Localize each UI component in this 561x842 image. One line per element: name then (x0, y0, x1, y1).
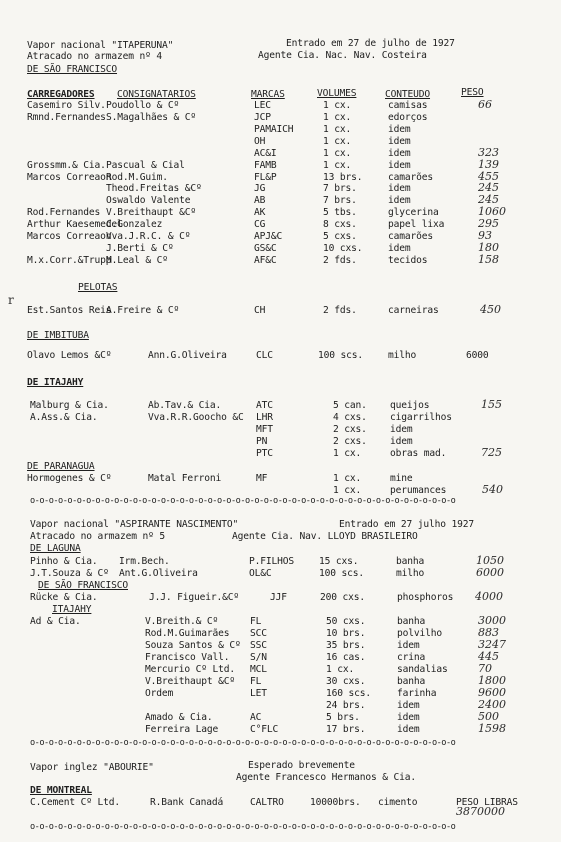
contents-cell: mine (390, 473, 413, 484)
separator-line-bottom: o-o-o-o-o-o-o-o-o-o-o-o-o-o-o-o-o-o-o-o-o-o-o-o-o-o-o-o-o-o-o-o-o-o-o-o-o-o-o-o-o-o-o-o-o-o (30, 822, 456, 832)
consignee-cell: M.Leal & Cº (106, 255, 168, 266)
contents-cell: cigarrilhos (390, 412, 452, 423)
volumes-cell: 7 brs. (323, 183, 357, 194)
volumes-cell: 5 cxs. (323, 231, 357, 242)
weight-cell: 1800 (478, 674, 506, 687)
mark-cell: CLC (256, 350, 273, 361)
contents-cell: camarões (388, 231, 434, 242)
contents-cell: idem (388, 243, 411, 254)
consignee-cell: Vva.R.R.Goocho &C (148, 412, 244, 423)
consignee-cell: J.J. Figueir.&Cº (149, 592, 240, 603)
consignee-cell: V.Breith.& Cº (145, 616, 219, 627)
shipper-cell: Marcos Correaon (27, 231, 112, 242)
contents-cell: camarões (388, 172, 434, 183)
volumes-cell: 17 brs. (326, 724, 366, 735)
shipper-cell: A.Ass.& Cia. (30, 412, 98, 423)
vessel-name: Vapor nacional "ITAPERUNA" (27, 40, 174, 51)
column-header-weight: PESO (461, 87, 484, 98)
consignee-cell: Ab.Tav.& Cia. (148, 400, 222, 411)
mark-cell: FL (250, 676, 262, 687)
contents-cell: banha (396, 556, 425, 567)
volumes-cell: 100 scs. (318, 350, 364, 361)
mark-cell: APJ&C (254, 231, 283, 242)
origin-port: DE SÃO FRANCISCO (27, 64, 118, 75)
consignee-cell: R.Bank Canadá (150, 797, 224, 808)
consignee-cell: V.Breithaupt &Cº (145, 676, 236, 687)
vessel-name: Vapor nacional "ASPIRANTE NASCIMENTO" (30, 519, 239, 530)
column-header-consignees: CONSIGNATARIOS (117, 89, 196, 100)
volumes-cell: 160 scs. (326, 688, 372, 699)
volumes-cell: 4 cxs. (333, 412, 367, 423)
weight-cell: 450 (480, 303, 501, 316)
contents-cell: farinha (397, 688, 437, 699)
consignee-cell: Rod.M.Guimarães (145, 628, 230, 639)
contents-cell: idem (390, 436, 413, 447)
consignee-cell: Amado & Cia. (145, 712, 213, 723)
vessel-name: Vapor inglez "ABOURIE" (30, 762, 154, 773)
shipper-cell: C.Cement Cº Ltd. (30, 797, 121, 808)
volumes-cell: 10 brs. (326, 628, 366, 639)
volumes-cell: 1 cx. (323, 160, 352, 171)
weight-cell: 323 (478, 146, 499, 159)
mark-cell: OH (254, 136, 266, 147)
weight-cell: 455 (478, 170, 499, 183)
volumes-cell: 1 cx. (323, 124, 352, 135)
mark-cell: MF (256, 473, 268, 484)
contents-cell: milho (396, 568, 425, 579)
consignee-cell: Francisco Vall. (145, 652, 230, 663)
contents-cell: sandalias (397, 664, 448, 675)
weight-cell: 1050 (476, 554, 504, 567)
volumes-cell: 2 cxs. (333, 436, 367, 447)
volumes-cell: 2 fds. (323, 255, 357, 266)
shipper-cell: Hormogenes & Cº (27, 473, 112, 484)
contents-cell: milho (388, 350, 417, 361)
mark-cell: S/N (250, 652, 267, 663)
contents-cell: papel lixa (388, 219, 445, 230)
mark-cell: FL (250, 616, 262, 627)
consignee-cell: Ferreira Lage (145, 724, 219, 735)
weight-cell: 245 (478, 193, 499, 206)
mark-cell: MFT (256, 424, 273, 435)
weight-cell: 1598 (478, 722, 506, 735)
volumes-cell: 1 cx. (323, 100, 352, 111)
handwritten-weight-total: 3870000 (456, 805, 505, 818)
contents-cell: tecidos (388, 255, 428, 266)
volumes-cell: 1 cx. (333, 485, 362, 496)
shipper-cell: Rücke & Cia. (30, 592, 98, 603)
volumes-cell: 24 brs. (326, 700, 366, 711)
mark-cell: AF&C (254, 255, 277, 266)
consignee-cell: Vva.J.R.C. & Cº (106, 231, 191, 242)
contents-cell: perumances (390, 485, 447, 496)
weight-cell: 139 (478, 158, 499, 171)
contents-cell: idem (388, 148, 411, 159)
contents-cell: cimento (378, 797, 418, 808)
consignee-cell: Ordem (145, 688, 174, 699)
mark-cell: CH (254, 305, 266, 316)
shipper-cell: Malburg & Cia. (30, 400, 109, 411)
section-label-itajahy-2: ITAJAHY (52, 604, 92, 615)
contents-cell: queijos (390, 400, 430, 411)
weight-cell: 6000 (466, 350, 489, 361)
contents-cell: phosphoros (397, 592, 454, 603)
mark-cell: OL&C (249, 568, 272, 579)
weight-cell: 540 (482, 483, 503, 496)
separator-line: o-o-o-o-o-o-o-o-o-o-o-o-o-o-o-o-o-o-o-o-o-o-o-o-o-o-o-o-o-o-o-o-o-o-o-o-o-o-o-o-o-o-o-o-o-o (30, 496, 456, 506)
section-label-sao-francisco: DE SÃO FRANCISCO (38, 580, 129, 591)
arrival-date: Entrado em 27 de julho de 1927 (286, 38, 455, 49)
volumes-cell: 100 scs. (319, 568, 365, 579)
consignee-cell: Theod.Freitas &Cº (106, 183, 202, 194)
weight-cell: 3247 (478, 638, 506, 651)
mark-cell: P.FILHOS (249, 556, 295, 567)
contents-cell: idem (397, 712, 420, 723)
mark-cell: LEC (254, 100, 271, 111)
mark-cell: AK (254, 207, 266, 218)
weight-cell: 155 (481, 398, 502, 411)
volumes-cell: 13 brs. (323, 172, 363, 183)
volumes-cell: 5 tbs. (323, 207, 357, 218)
shipper-cell: Olavo Lemos &Cº (27, 350, 112, 361)
consignee-cell: Pascual & Cial (106, 160, 185, 171)
shipper-cell: Marcos Correaon (27, 172, 112, 183)
section-label-imbituba: DE IMBITUBA (27, 330, 89, 341)
consignee-cell: Irm.Bech. (119, 556, 170, 567)
berth-info: Atracado no armazem nº 4 (27, 51, 163, 62)
consignee-cell: S.Magalhães & Cº (106, 112, 197, 123)
agent-info: Agente Cia. Nac. Nav. Costeira (258, 50, 427, 61)
mark-cell: PAMAICH (254, 124, 294, 135)
mark-cell: ATC (256, 400, 273, 411)
weight-cell: 180 (478, 241, 499, 254)
weight-cell: 295 (478, 217, 499, 230)
consignee-cell: Souza Santos & Cº (145, 640, 241, 651)
weight-header: PESO LIBRAS (456, 797, 518, 808)
section-label-itajahy: DE ITAJAHY (27, 377, 84, 388)
contents-cell: banha (397, 676, 426, 687)
contents-cell: idem (397, 640, 420, 651)
contents-cell: idem (397, 700, 420, 711)
shipper-cell: Casemiro Silv. (27, 100, 106, 111)
volumes-cell: 5 can. (333, 400, 367, 411)
contents-cell: camisas (388, 100, 428, 111)
shipper-cell: Rmnd.Fernandes (27, 112, 106, 123)
berth-info: Atracado no armazem nº 5 (30, 531, 166, 542)
consignee-cell: A.Freire & Cº (106, 305, 180, 316)
weight-cell: 883 (478, 626, 499, 639)
shipper-cell: Arthur Kaesemedel (27, 219, 123, 230)
volumes-cell: 2 cxs. (333, 424, 367, 435)
weight-cell: 70 (478, 662, 492, 675)
section-label-pelotas: PELOTAS (78, 282, 118, 293)
volumes-cell: 15 cxs. (319, 556, 359, 567)
shipper-cell: J.T.Souza & Cº (30, 568, 109, 579)
weight-cell: 445 (478, 650, 499, 663)
volumes-cell: 10000brs. (310, 797, 361, 808)
mark-cell: FAMB (254, 160, 277, 171)
contents-cell: idem (388, 160, 411, 171)
contents-cell: idem (388, 124, 411, 135)
shipper-cell: M.x.Corr.&Trupp (27, 255, 112, 266)
mark-cell: MCL (250, 664, 267, 675)
separator-line: o-o-o-o-o-o-o-o-o-o-o-o-o-o-o-o-o-o-o-o-o-o-o-o-o-o-o-o-o-o-o-o-o-o-o-o-o-o-o-o-o-o-o-o-o-o (30, 738, 456, 748)
volumes-cell: 2 fds. (323, 305, 357, 316)
volumes-cell: 1 cx. (323, 136, 352, 147)
contents-cell: idem (388, 136, 411, 147)
contents-cell: carneiras (388, 305, 439, 316)
volumes-cell: 16 cas. (326, 652, 366, 663)
mark-cell: LHR (256, 412, 273, 423)
consignee-cell: Mercurio Cº Ltd. (145, 664, 236, 675)
consignee-cell: V.Breithaupt &Cº (106, 207, 197, 218)
mark-cell: JCP (254, 112, 271, 123)
volumes-cell: 1 cx. (323, 148, 352, 159)
weight-cell: 1060 (478, 205, 506, 218)
volumes-cell: 50 cxs. (326, 616, 366, 627)
agent-info: Agente Cia. Nav. LLOYD BRASILEIRO (232, 531, 418, 542)
weight-cell: 6000 (476, 566, 504, 579)
shipper-cell: Rod.Fernandes (27, 207, 101, 218)
consignee-cell: Ant.G.Oliveira (119, 568, 198, 579)
contents-cell: idem (388, 183, 411, 194)
volumes-cell: 200 cxs. (320, 592, 366, 603)
volumes-cell: 30 cxs. (326, 676, 366, 687)
weight-cell: 4000 (475, 590, 503, 603)
weight-cell: 500 (478, 710, 499, 723)
mark-cell: SSC (250, 640, 267, 651)
volumes-cell: 1 cx. (326, 664, 355, 675)
margin-mark: r (8, 293, 14, 307)
shipper-cell: Grossmm.& Cia. (27, 160, 106, 171)
volumes-cell: 10 cxs. (323, 243, 363, 254)
mark-cell: AC (250, 712, 262, 723)
section-label-paranagua: DE PARANAGUA (27, 461, 95, 472)
consignee-cell: Oswaldo Valente (106, 195, 191, 206)
consignee-cell: Rod.M.Guim. (106, 172, 168, 183)
contents-cell: edorços (388, 112, 428, 123)
volumes-cell: 1 cx. (333, 448, 362, 459)
weight-cell: 725 (481, 446, 502, 459)
consignee-cell: J.Berti & Cº (106, 243, 174, 254)
volumes-cell: 35 brs. (326, 640, 366, 651)
column-header-volumes: VOLUMES (317, 88, 357, 99)
consignee-cell: C.Gonzalez (106, 219, 163, 230)
mark-cell: JG (254, 183, 266, 194)
contents-cell: obras mad. (390, 448, 447, 459)
contents-cell: idem (388, 195, 411, 206)
contents-cell: crina (397, 652, 426, 663)
shipper-cell: Pinho & Cia. (30, 556, 98, 567)
weight-cell: 66 (478, 98, 492, 111)
mark-cell: JJF (270, 592, 287, 603)
mark-cell: C°FLC (250, 724, 279, 735)
mark-cell: LET (250, 688, 267, 699)
weight-cell: 93 (478, 229, 492, 242)
mark-cell: CALTRO (250, 797, 284, 808)
contents-cell: glycerina (388, 207, 439, 218)
weight-cell: 2400 (478, 698, 506, 711)
arrival-date: Entrado em 27 julho 1927 (339, 519, 475, 530)
mark-cell: GS&C (254, 243, 277, 254)
contents-cell: polvilho (397, 628, 443, 639)
section-label-laguna: DE LAGUNA (30, 543, 81, 554)
mark-cell: AC&I (254, 148, 277, 159)
volumes-cell: 1 cx. (323, 112, 352, 123)
shipper-cell: Ad & Cia. (30, 616, 81, 627)
origin-port: DE MONTREAL (30, 785, 92, 796)
mark-cell: FL&P (254, 172, 277, 183)
consignee-cell: Ann.G.Oliveira (148, 350, 227, 361)
consignee-cell: Matal Ferroni (148, 473, 222, 484)
mark-cell: PTC (256, 448, 273, 459)
mark-cell: AB (254, 195, 266, 206)
volumes-cell: 5 brs. (326, 712, 360, 723)
mark-cell: SCC (250, 628, 267, 639)
arrival-status: Esperado brevemente (248, 760, 355, 771)
consignee-cell: Poudollo & Cº (106, 100, 180, 111)
contents-cell: idem (397, 724, 420, 735)
weight-cell: 158 (478, 253, 499, 266)
mark-cell: PN (256, 436, 268, 447)
volumes-cell: 8 cxs. (323, 219, 357, 230)
agent-info: Agente Francesco Hermanos & Cia. (236, 772, 417, 783)
contents-cell: idem (390, 424, 413, 435)
shipper-cell: Est.Santos Reis (27, 305, 112, 316)
weight-cell: 245 (478, 181, 499, 194)
weight-cell: 9600 (478, 686, 506, 699)
mark-cell: CG (254, 219, 266, 230)
weight-cell: 3000 (478, 614, 506, 627)
column-header-marks: MARCAS (251, 89, 285, 100)
volumes-cell: 7 brs. (323, 195, 357, 206)
volumes-cell: 1 cx. (333, 473, 362, 484)
contents-cell: banha (397, 616, 426, 627)
column-header-shippers: CARREGADORES (27, 89, 95, 100)
column-header-contents: CONTEUDO (385, 89, 431, 100)
